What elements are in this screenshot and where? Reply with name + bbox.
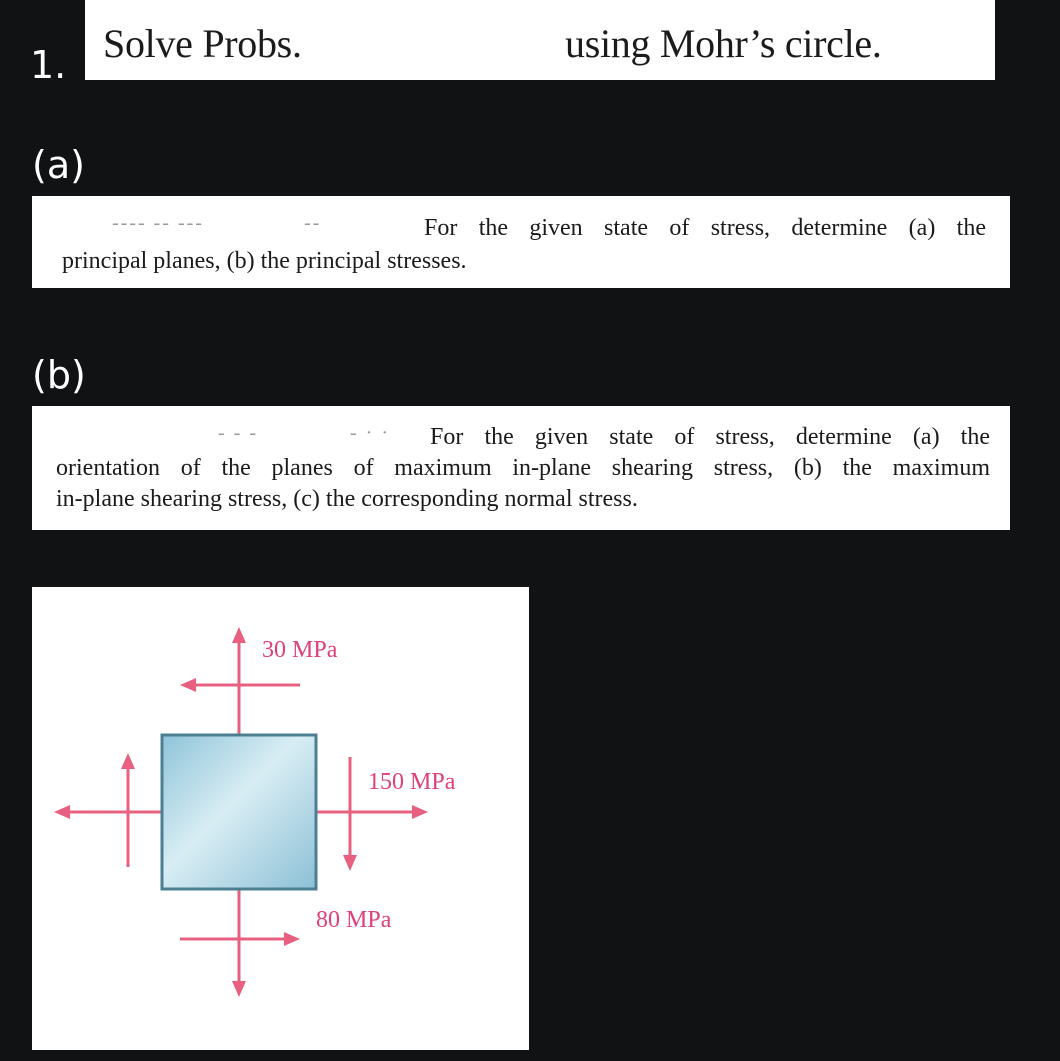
stress-label-bottom: 80 MPa [316, 907, 392, 933]
problem-b-line-2: orientation of the planes of maximum in-plane shearing stress, (b) the maximum [56, 455, 990, 481]
problem-a-panel [32, 196, 1010, 288]
top-normal-arrow [232, 627, 246, 735]
stress-element-figure [32, 587, 529, 1050]
stress-label-right: 150 MPa [368, 769, 456, 795]
problem-number-label: 1. [30, 43, 67, 87]
faded-marks: ---- -- --- [112, 212, 204, 234]
left-shear-arrow [121, 753, 135, 867]
part-b-label: (b) [32, 353, 86, 397]
title-panel [85, 0, 995, 80]
problem-a-line-2: principal planes, (b) the principal stresses. [62, 248, 467, 274]
faded-marks: -- [304, 212, 322, 234]
stress-diagram [32, 587, 529, 1050]
stress-element-square [162, 735, 316, 889]
problem-b-panel [32, 406, 1010, 530]
bottom-normal-arrow [232, 889, 246, 997]
part-a-label: (a) [32, 143, 85, 187]
faded-marks: - · · [350, 422, 390, 444]
title-left-text: Solve Probs. [103, 21, 302, 66]
problem-b-line-3: in-plane shearing stress, (c) the corresponding normal stress. [56, 486, 638, 512]
problem-b-line-1: For the given state of stress, determine (a) the [430, 424, 990, 450]
right-normal-arrow [316, 805, 428, 819]
left-normal-arrow [54, 805, 162, 819]
problem-a-line-1: For the given state of stress, determine (a) the [424, 215, 986, 241]
faded-marks: - - - [218, 422, 258, 444]
title-right-text: using Mohr’s circle. [565, 21, 882, 66]
stress-label-top: 30 MPa [262, 637, 338, 663]
right-shear-arrow [343, 757, 357, 871]
